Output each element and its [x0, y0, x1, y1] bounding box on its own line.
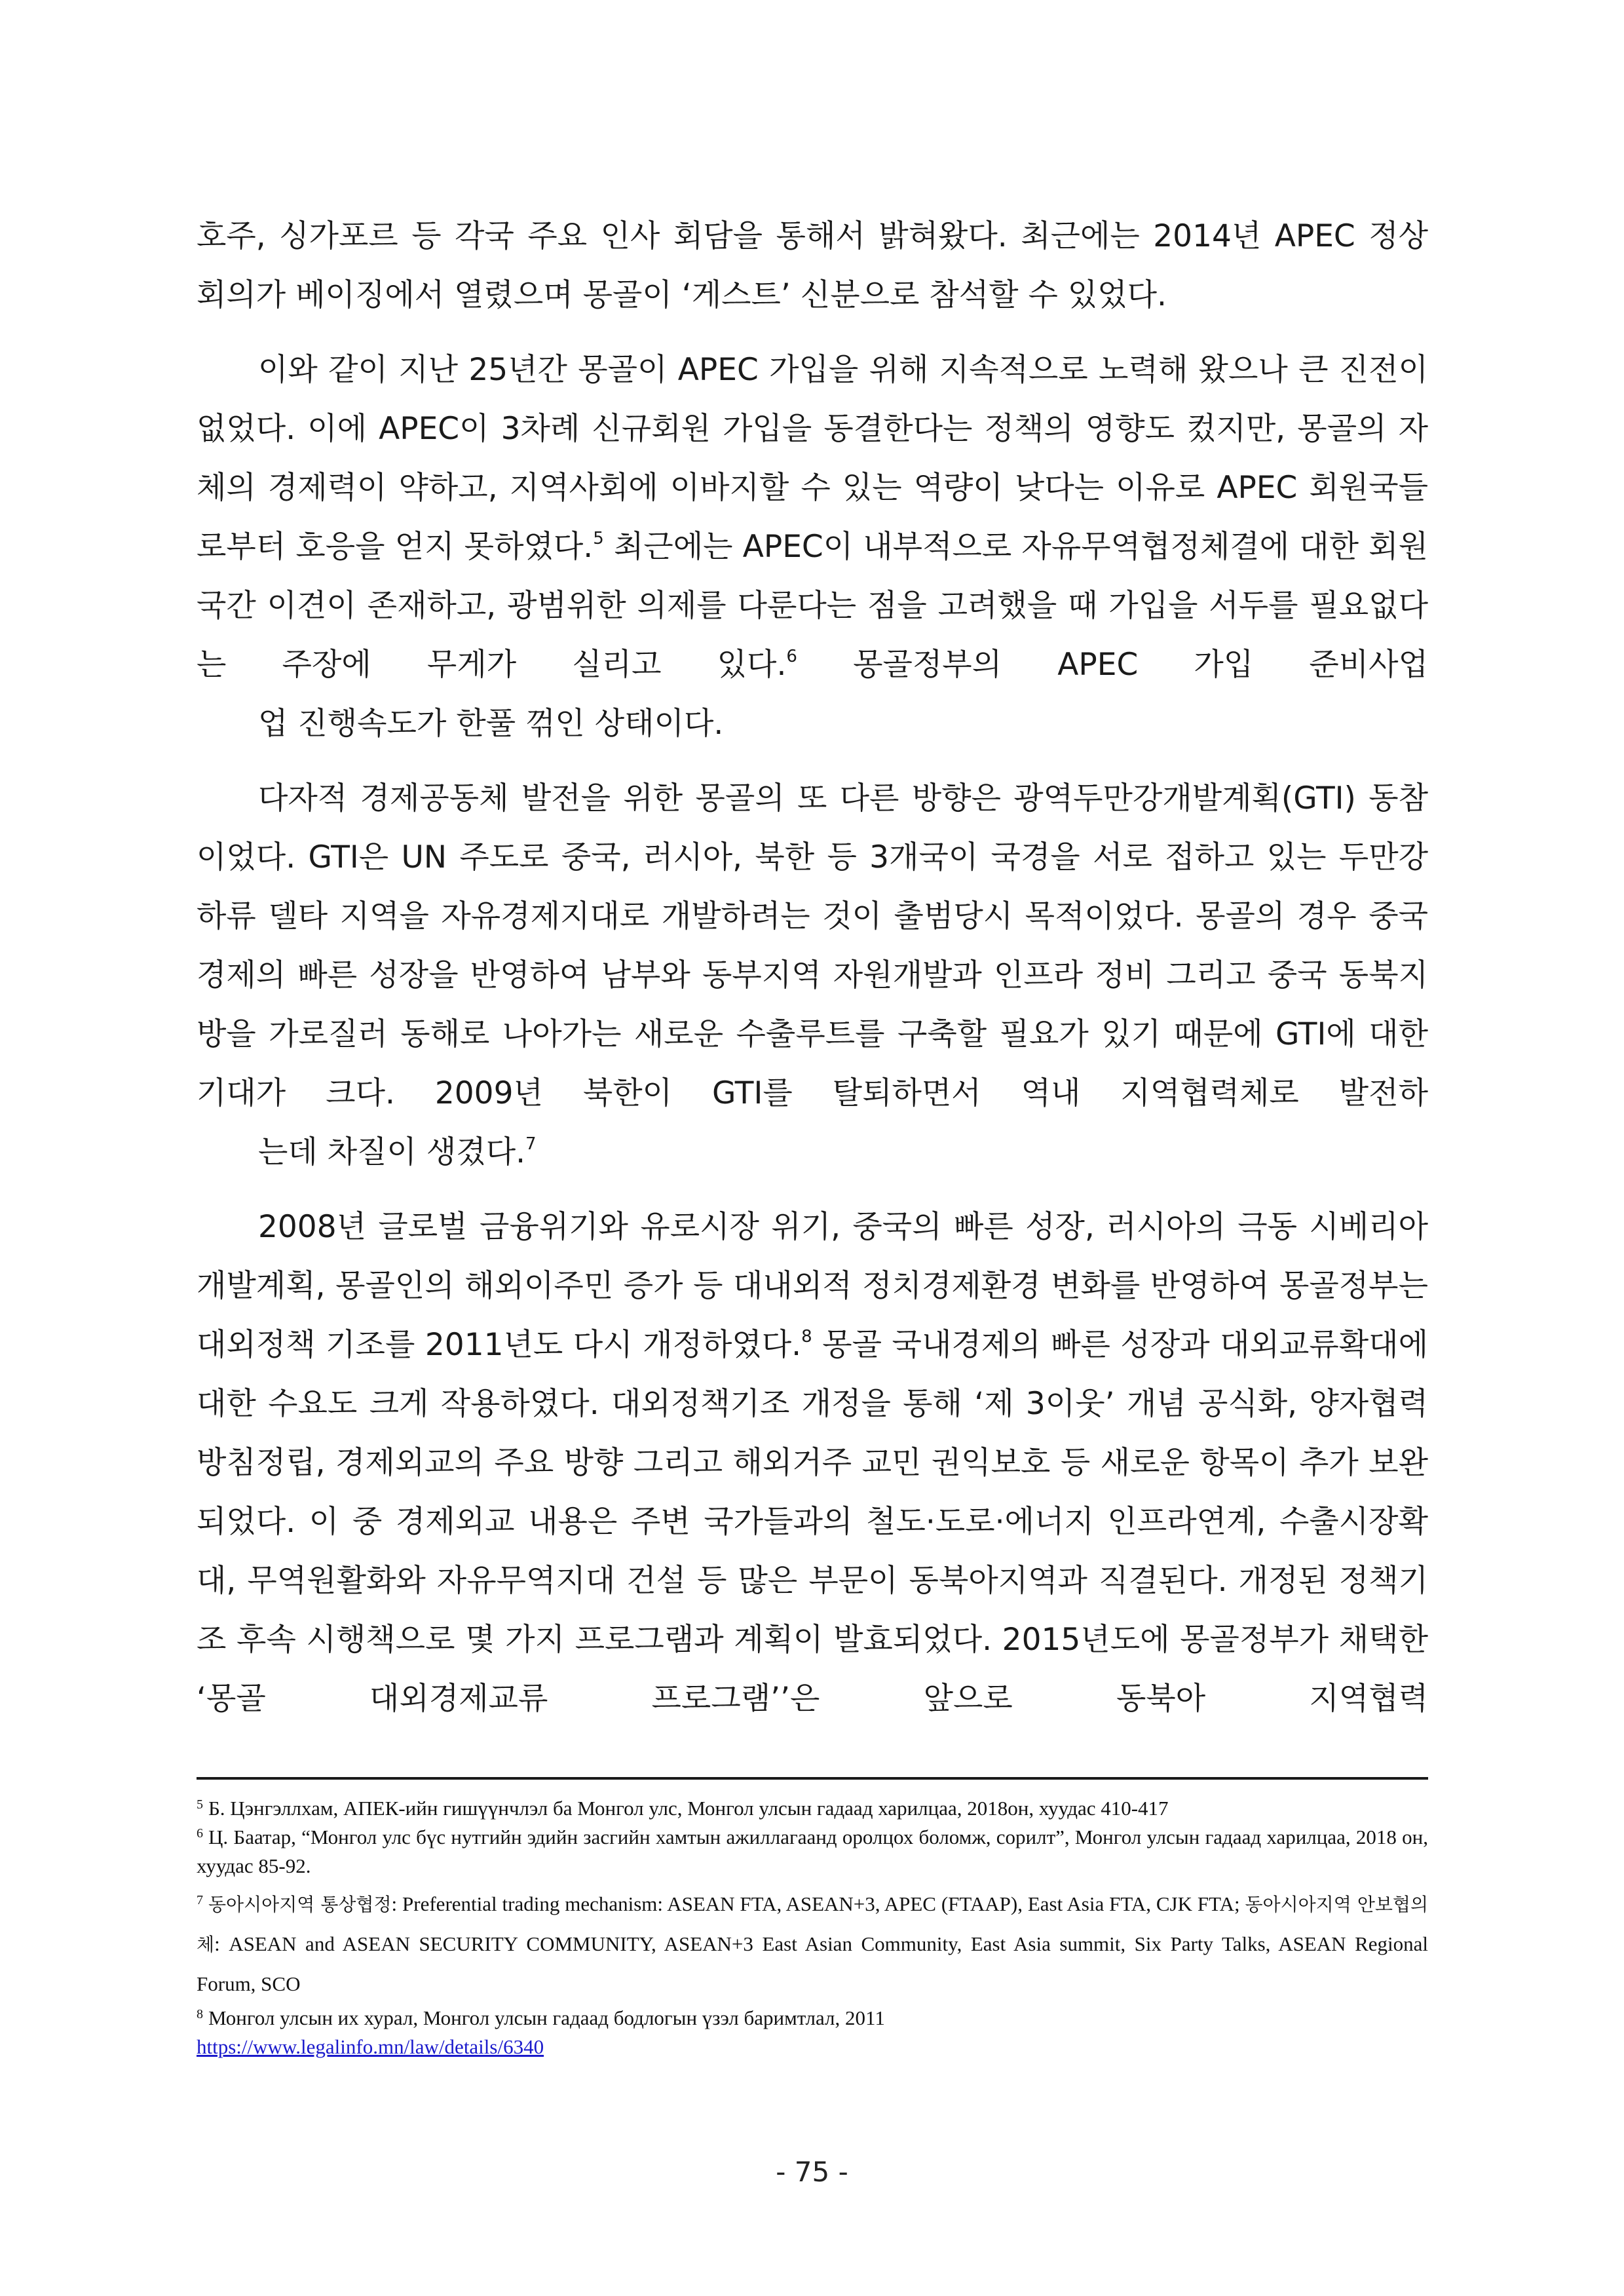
paragraph-4-text-a: 2008년 글로벌 금융위기와 유로시장 위기, 중국의 빠른 성장, 러시아의 극동 시베리아 개발계획, 몽골인의 해외이주민 증가 등 대내외적 정치경제환경 변화를 반영하여 몽골정부는 대외정책 기조를 2011년도 다시 개정하였다. — [197, 1209, 1428, 1363]
paragraph-3 — [197, 769, 1428, 1182]
footnote-7-number: 7 — [197, 1893, 203, 1907]
footnote-7-text-3: : ASEAN and ASEAN SECURITY COMMUNITY, ASEAN+3 East Asian Community, East Asia summit, Six Party Talks, ASEAN Regional Forum, SCO — [197, 1932, 1428, 1995]
footnote-6-number: 6 — [197, 1826, 203, 1841]
footnote-7 — [197, 1885, 1428, 2004]
paragraph-3-last-line — [197, 1123, 1428, 1182]
footnote-7-korean-1: 동아시아지역 통상협정 — [208, 1894, 392, 1915]
paragraph-2 — [197, 341, 1428, 754]
paragraph-1-line-2: 회의가 베이징에서 열렸으며 몽골이 ‘게스트’ 신분으로 참석할 수 있었다. — [197, 277, 1167, 313]
footnote-5 — [197, 1794, 1428, 1823]
paragraph-2-last-line: 업 진행속도가 한풀 꺾인 상태이다. — [258, 706, 724, 742]
footnote-ref-8: 8 — [801, 1327, 812, 1347]
footnote-separator — [197, 1777, 1428, 1780]
footnote-8-link[interactable]: https://www.legalinfo.mn/law/details/6340 — [197, 2035, 544, 2058]
footnote-6 — [197, 1823, 1428, 1881]
paragraph-2-text-c: 몽골정부의 APEC 가입 준비사업 — [797, 647, 1428, 683]
footnote-8 — [197, 2004, 1428, 2061]
footnote-ref-6: 6 — [786, 647, 797, 666]
footnote-ref-5: 5 — [593, 529, 604, 548]
paragraph-4 — [197, 1198, 1428, 1729]
footnote-7-text-1: : Preferential trading mechanism: ASEAN FTA, ASEAN+3, APEC (FTAAP), East Asia FTA, — [391, 1892, 1151, 1915]
footnote-5-text: Б. Цэнгэллхам, АПЕК-ийн гишүүнчлэл ба Монгол улс, Монгол улсын гадаад харилцаа, 2018он, хуудас 410-417 — [208, 1797, 1169, 1820]
footnote-5-number: 5 — [197, 1797, 203, 1812]
footnote-8-number: 8 — [197, 2007, 203, 2021]
paragraph-1-line-1: 호주, 싱가포르 등 각국 주요 인사 회담을 통해서 밝혀왔다. 최근에는 2014년 APEC 정상 — [197, 218, 1428, 254]
footnote-7-korean-2: 동아시아지역 안보협의체 — [197, 1894, 1429, 1955]
paragraph-4-text-b: 몽골 국내경제의 빠른 성장과 대외교류확대에 대한 수요도 크게 작용하였다. 대외정책기조 개정을 통해 ‘제 3이웃’ 개념 공식화, 양자협력 방침정립, 경제외교의 주요 방향 그리고 해외거주 교민 권익보호 등 새로운 항목이 추가 보완되었다. 이 중 경제외교 내용은 주변 국가들과의 철도·도로·에너지 인프라연계, 수출시장확대, 무역원활화와 자유무역지대 건설 등 많은 부문이 동북아지역과 직결된다. 개정된 정책기조 후속 시행책으로 몇 가지 프로그램과 계획이 발효되었다. 2015년도에 몽골정부가 채택한 ‘몽골 대외경제교류 프로그램’’은 앞으로 동북아 지역협력 — [197, 1327, 1428, 1717]
paragraph-1 — [197, 207, 1428, 325]
paragraph-3-text-a: 다자적 경제공동체 발전을 위한 몽골의 또 다른 방향은 광역두만강개발계획(GTI) 동참이었다. GTI은 UN 주도로 중국, 러시아, 북한 등 3개국이 국경을 서로 접하고 있는 두만강 하류 델타 지역을 자유경제지대로 개발하려는 것이 출범당시 목적이었다. 몽골의 경우 중국경제의 빠른 성장을 반영하여 남부와 동부지역 자원개발과 인프라 정비 그리고 중국 동북지방을 가로질러 동해로 나아가는 새로운 수출루트를 구축할 필요가 있기 때문에 GTI에 대한 기대가 크다. 2009년 북한이 GTI를 탈퇴하면서 역내 지역협력체로 발전하 — [197, 780, 1428, 1111]
footnote-6-text: Ц. Баатар, “Монгол улс бүс нутгийн эдийн засгийн хамтын ажиллагаанд оролцох боломж, сорилт”, Монгол улсын гадаад харилцаа, 2018 он, хуудас 85-92. — [197, 1826, 1428, 1877]
footnote-ref-7: 7 — [525, 1134, 537, 1154]
footnotes — [197, 1794, 1428, 2061]
paragraph-3-last-text: 는데 차질이 생겼다. — [258, 1134, 526, 1170]
page-number: - 75 - — [776, 2156, 848, 2188]
body-text — [197, 207, 1428, 1729]
paragraph-2-text-a: 이와 같이 지난 25년간 몽골이 APEC 가입을 위해 지속적으로 노력해 왔으나 큰 진전이 없었다. 이에 APEC이 3차례 신규회원 가입을 동결한다는 정책의 영향도 컸지만, 몽골의 자체의 경제력이 약하고, 지역사회에 이바지할 수 있는 역량이 낮다는 이유로 APEC 회원국들로부터 호응을 얻지 못하였다. — [197, 352, 1428, 565]
paragraph-2-text-b: 최근에는 APEC이 내부적으로 자유무역협정체결에 대한 회원국간 이견이 존재하고, 광범위한 의제를 다룬다는 점을 고려했을 때 가입을 서두를 필요없다는 주장에 무게가 실리고 있다. — [197, 529, 1428, 683]
footnote-7-text-2: CJK FTA; — [1156, 1892, 1245, 1915]
footnote-8-text: Монгол улсын их хурал, Монгол улсын гадаад бодлогын үзэл баримтлал, 2011 — [208, 2006, 885, 2029]
